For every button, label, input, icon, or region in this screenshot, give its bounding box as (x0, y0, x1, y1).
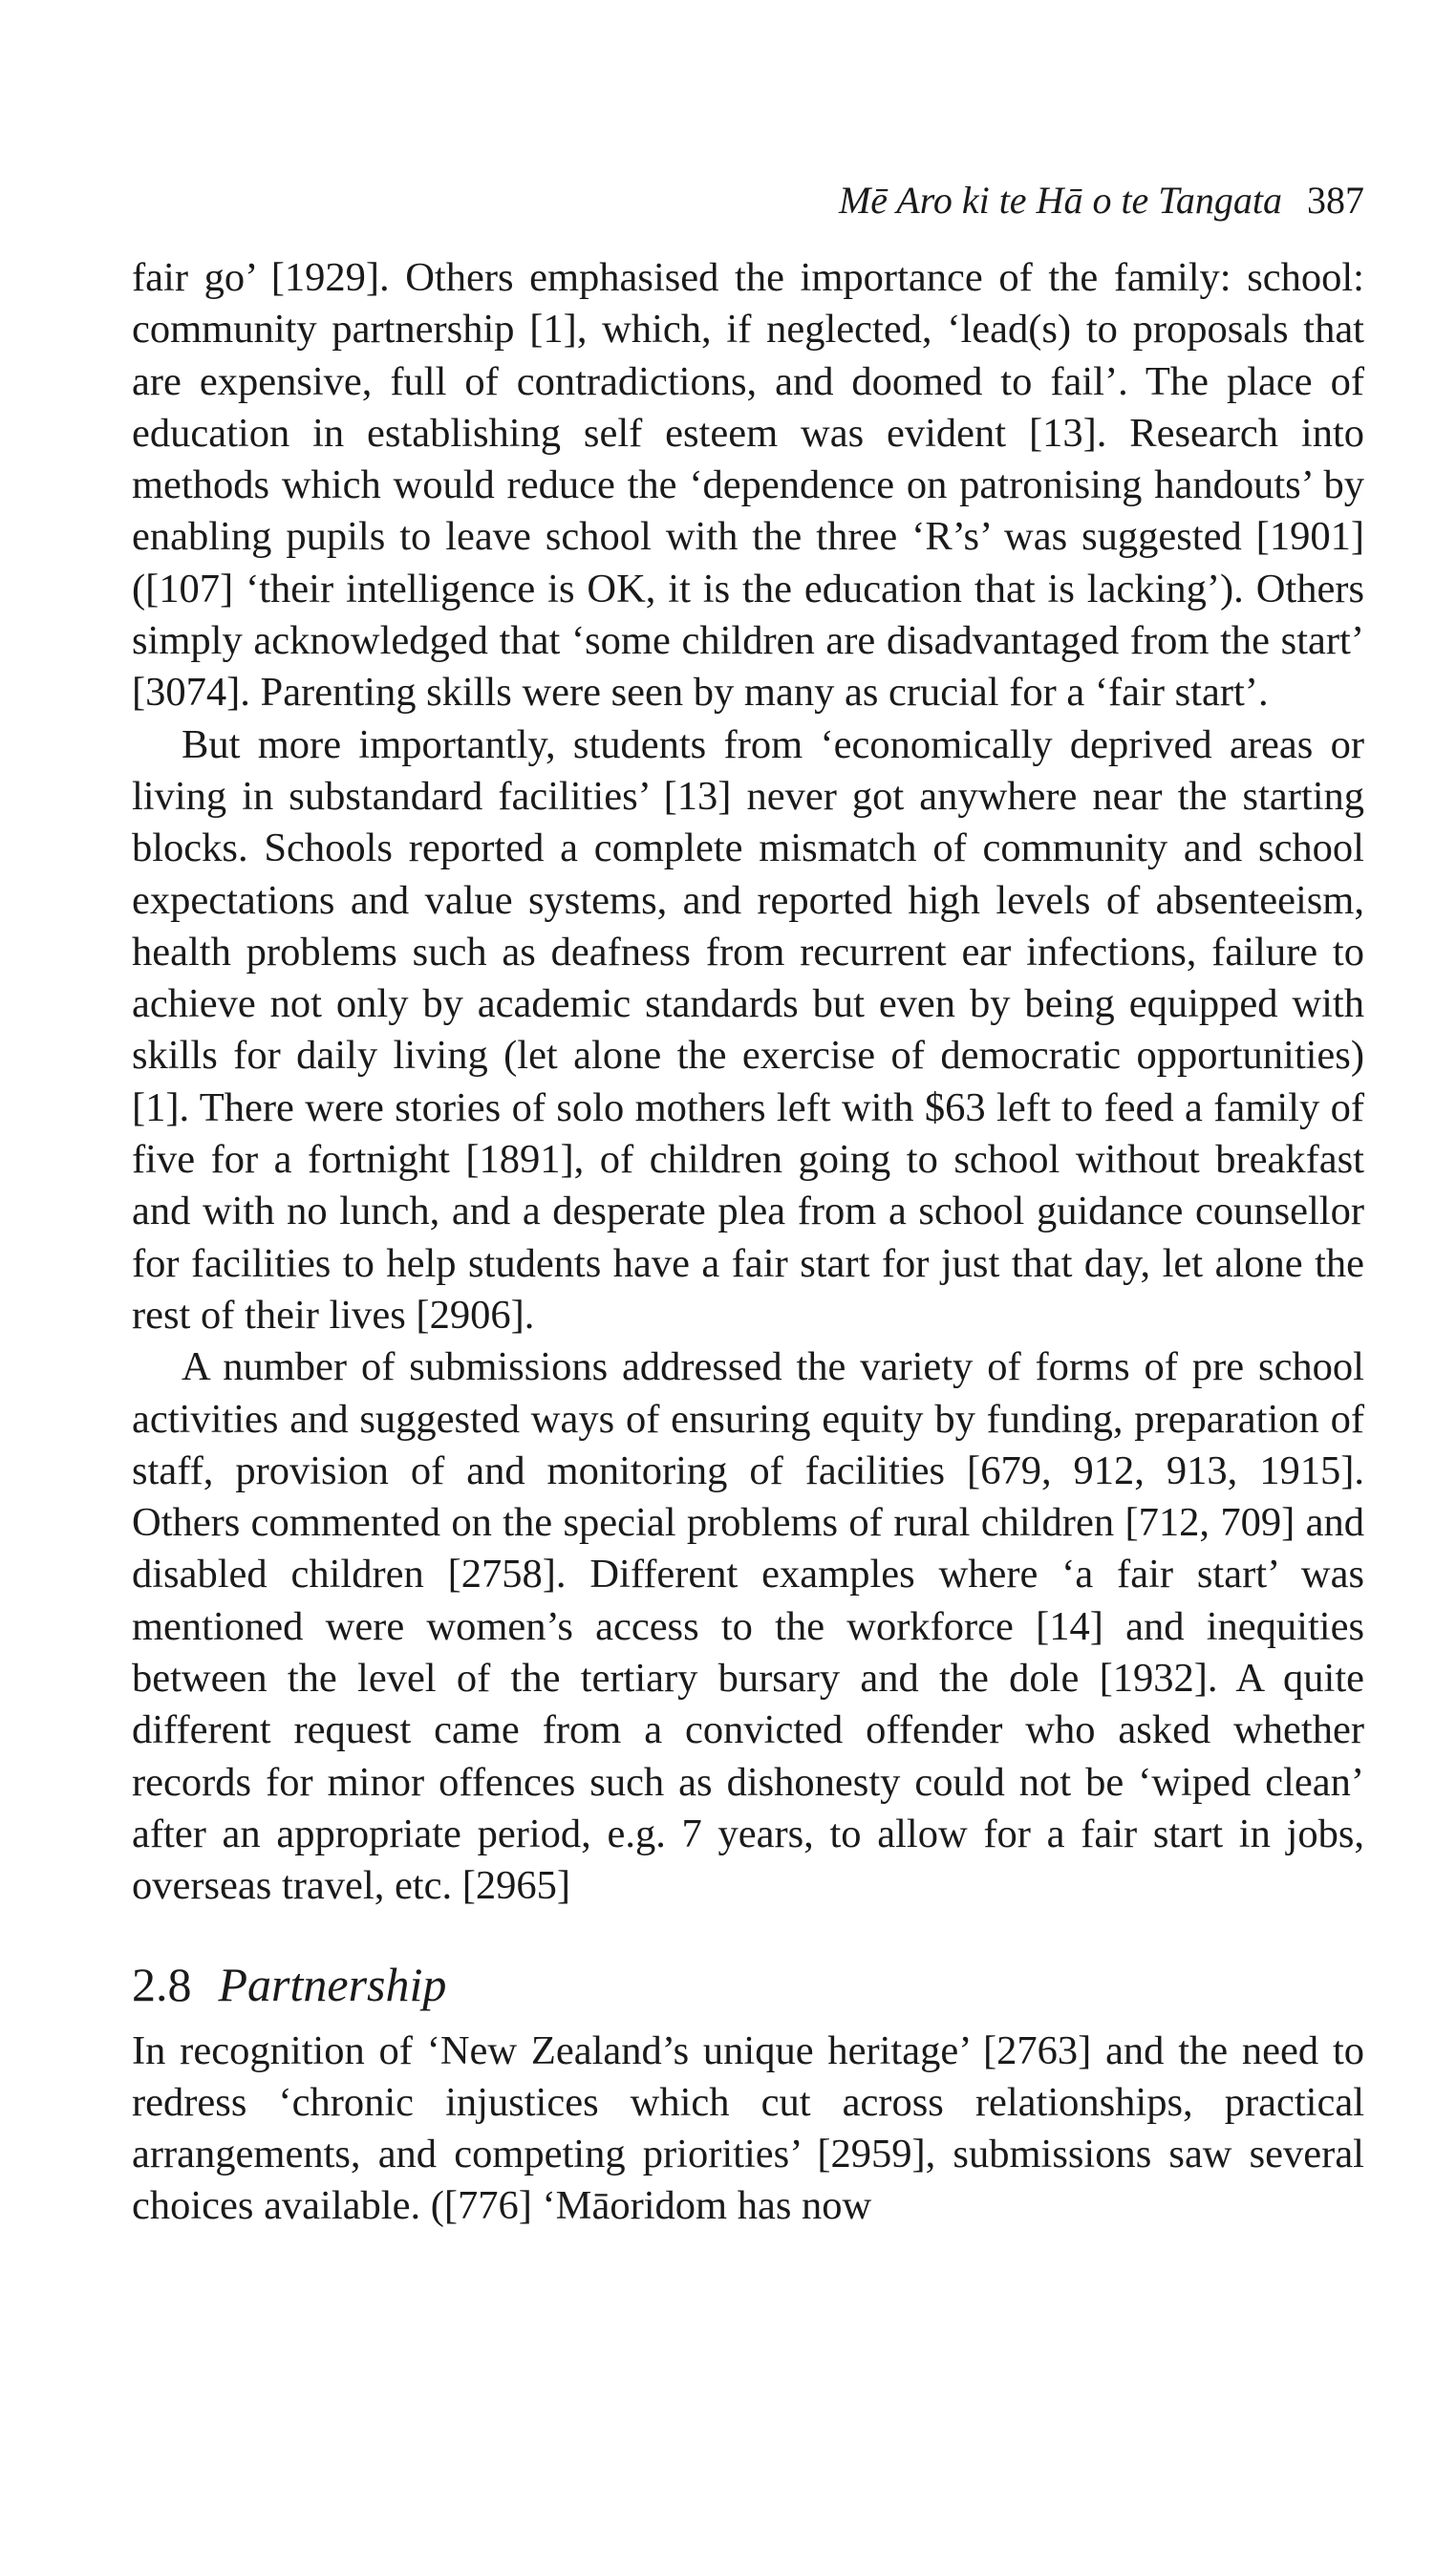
paragraph-starting-blocks: But more importantly, students from ‘economically deprived areas or living in substandard facilities’ [13] never got anywhere near the starting blocks. Schools reported a complete mismatch of community and school expectations and value systems, and reported high levels of absenteeism, health problems such as deafness from recurrent ear infections, failure to achieve not only by academic standards but even by being equipped with skills for daily living (let alone the exercise of democratic opportunities) [1]. There were stories of solo mothers left with $63 left to feed a family of five for a fortnight [1891], of children going to school without breakfast and with no lunch, and a desperate plea from a school guidance counsellor for facilities to help students have a fair start for just that day, let alone the rest of their lives [2906]. (132, 721, 1364, 1338)
page-body (132, 252, 1364, 2233)
section-title: Partnership (218, 1957, 447, 2011)
running-head-title: Mē Aro ki te Hā o te Tangata (838, 179, 1282, 222)
section-number: 2.8 (132, 1957, 192, 2011)
section-heading (132, 1945, 1364, 2024)
page-number: 387 (1307, 179, 1364, 222)
paragraph-pre-school: A number of submissions addressed the variety of forms of pre school activities and suggested ways of ensuring equity by funding, preparation of staff, provision of and monitoring of facilities [679, 912, 913, 1915]. Others commented on the special problems of rural children [712, 709] and disabled children [2758]. Different examples where ‘a fair start’ was mentioned were women’s access to the workforce [14] and inequities between the level of the tertiary bursary and the dole [1932]. A quite different request came from a convicted offender who asked whether records for minor offences such as dishonesty could not be ‘wiped clean’ after an appropriate period, e.g. 7 years, to allow for a fair start in jobs, overseas travel, etc. [2965] (132, 1344, 1364, 1909)
paragraph-partnership: In recognition of ‘New Zealand’s unique heritage’ [2763] and the need to redress ‘chronic injustices which cut across relationships, practical arrangements, and competing priorities’ [2959], submissions saw several choices available. ([776] ‘Māoridom has now (132, 2027, 1364, 2229)
running-head (839, 162, 1364, 239)
paragraph-continued: fair go’ [1929]. Others emphasised the importance of the family: school: community partnership [1], which, if neglected, ‘lead(s) to proposals that are expensive, full of contradictions, and doomed to fail’. The place of education in establishing self esteem was evident [13]. Research into methods which would reduce the ‘dependence on patronising handouts’ by enabling pupils to leave school with the three ‘R’s’ was suggested [1901] ([107] ‘their intelligence is OK, it is the education that is lacking’). Others simply acknowledged that ‘some children are disadvantaged from the start’ [3074]. Parenting skills were seen by many as crucial for a ‘fair start’. (132, 255, 1364, 716)
